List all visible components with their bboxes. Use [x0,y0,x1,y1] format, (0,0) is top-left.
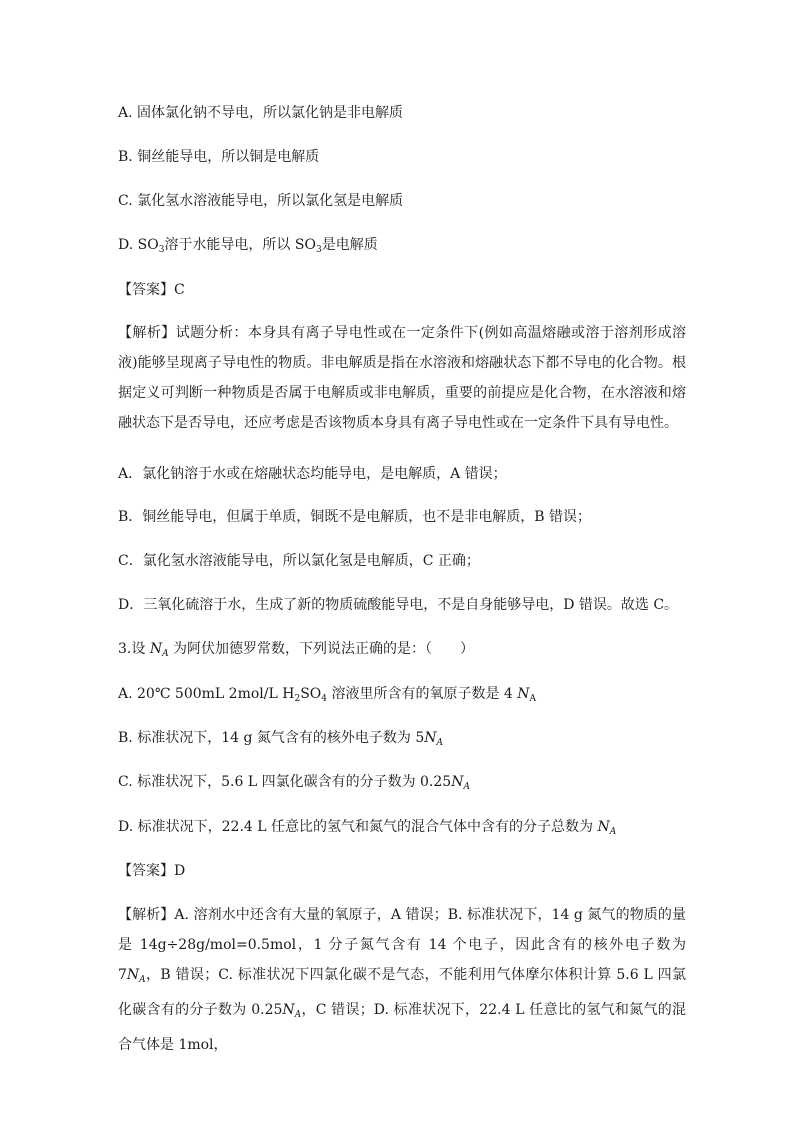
q3-answer: 【答案】D [118,863,186,879]
q3-option-a: A. 20℃ 500mL 2mol/L $H_2SO_4$ 溶液里所含有的氧原子数是 4 $N_A$ [118,686,537,704]
q2-explain-d: D．三氧化硫溶于水，生成了新的物质硫酸能导电，不是自身能够导电，D 错误。故选 C。 [118,597,679,613]
q3-option-c: C. 标准状况下，5.6 L 四氯化碳含有的分子数为 $0.25N_A$ [118,774,470,792]
q2-option-a: A. 固体氯化钠不导电，所以氯化钠是非电解质 [118,105,404,121]
q2-option-b: B. 铜丝能导电，所以铜是电解质 [118,149,320,165]
q2-option-c: C. 氯化氢水溶液能导电，所以氯化氢是电解质 [118,193,404,209]
q3-option-d: D. 标准状况下，22.4 L 任意比的氢气和氮气的混合气体中含有的分子总数为 $N_A$ [118,819,617,837]
q2-explain-b: B．铜丝能导电，但属于单质，铜既不是电解质，也不是非电解质，B 错误； [118,509,592,525]
q2-analysis: 【解析】试题分析：本身具有离子导电性或在一定条件下(例如高温熔融或溶于溶剂形成溶液)能够呈现离子导电性的物质。非电解质是指在水溶液和熔融状态下都不导电的化合物。根据定义可判断一种物质是否属于电解质或非电解质，重要的前提应是化合物，在水溶液和熔融状态下是否导电，还应考虑是否该物质本身具有离子导电性或在一定条件下具有导电性。 [118,325,686,431]
q3-option-b: B. 标准状况下，14 g 氮气含有的核外电子数为 $5N_A$ [118,730,443,748]
q2-explain-a: A．氯化钠溶于水或在熔融状态均能导电，是电解质，A 错误； [118,466,507,482]
q2-option-d: D. $SO_3$溶于水能导电，所以 $SO_3$是电解质 [118,237,378,255]
q3-stem: 3.设 $N_A$ 为阿伏加德罗常数，下列说法正确的是：（ ） [118,641,475,659]
q2-explain-c: C．氯化氢水溶液能导电，所以氯化氢是电解质，C 正确； [118,553,480,569]
q2-answer: 【答案】C [118,282,185,298]
q3-analysis: 【解析】A. 溶剂水中还含有大量的氧原子，A 错误；B. 标准状况下，14 g 氮气的物质的量是 14g÷28g/mol=0.5mol，1 分子氮气含有 14 个电子，因此含有的核外电子数为 $7N_A$，B 错误；C. 标准状况下四氯化碳不是气态，不能利用气体摩尔体积计算 5.6 L 四氯化碳含有的分子数为 $0.25N_A$，C 错误；D. 标准状况下，22.4 L 任意比的氢气和氮气的混合气体是 1mol， [118,907,687,1053]
